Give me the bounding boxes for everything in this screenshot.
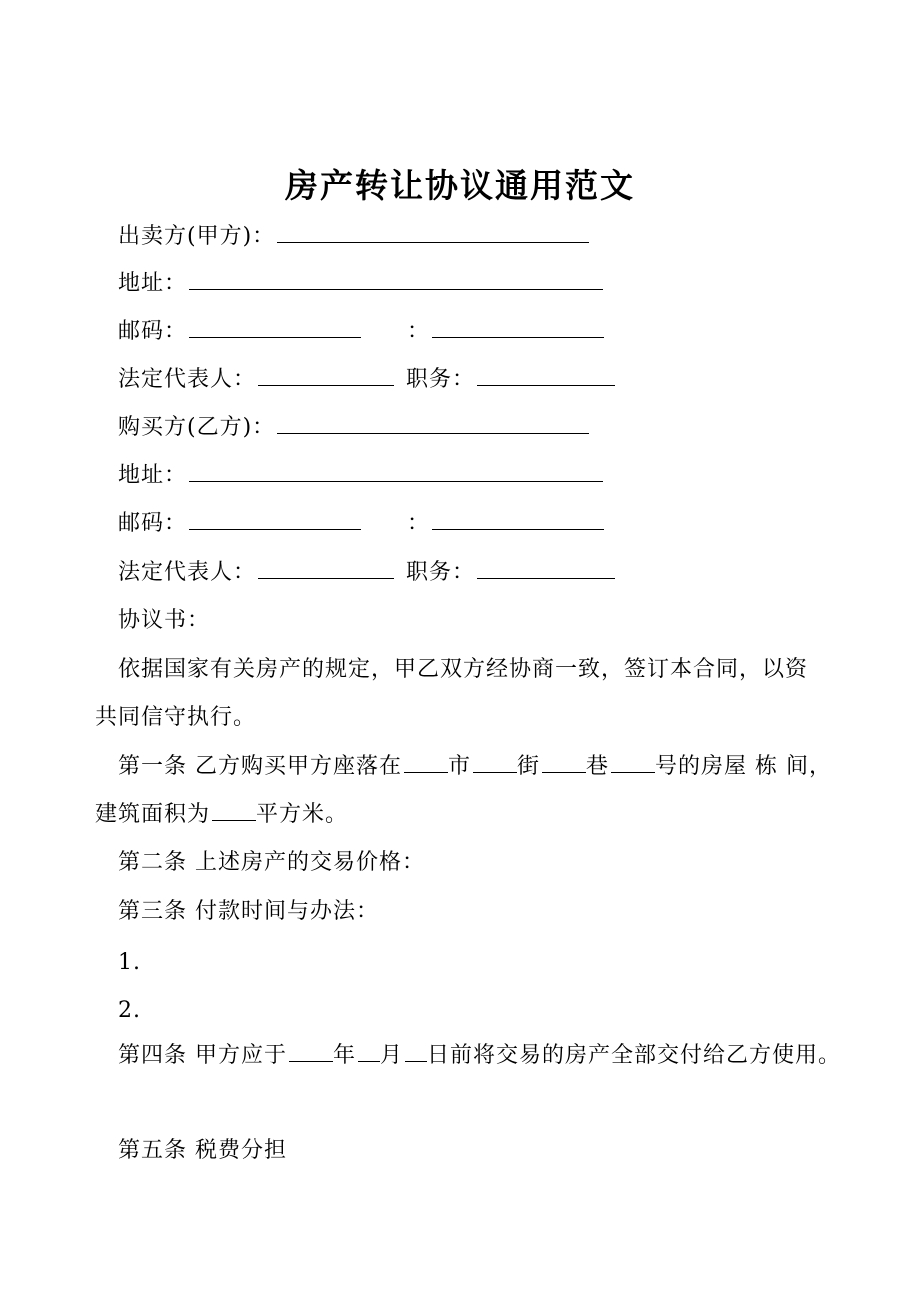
buyer-rep-label: 法定代表人： [118, 560, 257, 585]
article-1-line-1 [118, 752, 832, 782]
seller-postcode-line [118, 317, 604, 347]
buyer-position-label: 职务： [406, 560, 476, 585]
seller-postcode-label: 邮码： [118, 319, 188, 344]
city-blank [404, 752, 448, 773]
document-title: 房产转让协议通用范文 [285, 166, 635, 205]
intro-line-2: 共同信守执行。 [95, 705, 257, 730]
seller-name-blank [277, 222, 589, 243]
article-1-area-unit: 平方米。 [256, 802, 349, 827]
day-blank [405, 1041, 427, 1062]
buyer-address-line [118, 461, 603, 491]
buyer-phone-label: ： [407, 511, 431, 536]
article-1-text-e: 号的房屋 栋 间， [655, 754, 833, 779]
agreement-heading: 协议书： [118, 608, 211, 633]
buyer-address-label: 地址： [118, 463, 188, 488]
article-4-text-a: 第四条 甲方应于 [118, 1043, 287, 1068]
article-1-text-b: 市 [448, 754, 472, 779]
buyer-party-label: 购买方(乙方)： [118, 415, 276, 440]
intro-line-1: 依据国家有关房产的规定，甲乙双方经协商一致，签订本合同，以资 [118, 657, 809, 682]
seller-address-label: 地址： [118, 271, 188, 296]
article-1-area-label: 建筑面积为 [95, 802, 211, 827]
article-1-text-d: 巷 [586, 754, 610, 779]
buyer-postcode-blank [189, 509, 361, 530]
buyer-rep-line [118, 558, 615, 588]
seller-party-label: 出卖方(甲方)： [118, 224, 276, 249]
seller-rep-label: 法定代表人： [118, 367, 257, 392]
article-1-text-c: 街 [517, 754, 541, 779]
seller-postcode-blank [189, 317, 361, 338]
year-blank [289, 1041, 333, 1062]
seller-phone-label: ： [407, 319, 431, 344]
seller-party-line [118, 222, 589, 252]
article-2: 第二条 上述房产的交易价格： [118, 850, 425, 875]
article-4-text-d: 日前将交易的房产全部交付给乙方使用。 [427, 1043, 842, 1068]
number-blank [611, 752, 655, 773]
buyer-phone-blank [432, 509, 604, 530]
area-blank [212, 800, 256, 821]
seller-position-label: 职务： [406, 367, 476, 392]
article-1-line-2 [95, 800, 348, 830]
seller-phone-blank [432, 317, 604, 338]
seller-address-blank [189, 269, 603, 290]
street-blank [473, 752, 517, 773]
article-4 [118, 1041, 841, 1071]
payment-item-1: 1. [118, 950, 141, 975]
month-blank [358, 1041, 380, 1062]
article-5: 第五条 税费分担 [118, 1138, 287, 1163]
seller-position-blank [477, 365, 615, 386]
buyer-postcode-line [118, 509, 604, 539]
buyer-name-blank [277, 413, 589, 434]
article-4-text-b: 年 [333, 1043, 357, 1068]
seller-rep-line [118, 365, 615, 395]
buyer-party-line [118, 413, 589, 443]
payment-item-2: 2. [118, 998, 141, 1023]
article-4-text-c: 月 [380, 1043, 404, 1068]
seller-address-line [118, 269, 603, 299]
article-3: 第三条 付款时间与办法： [118, 899, 379, 924]
buyer-rep-blank [258, 558, 394, 579]
buyer-postcode-label: 邮码： [118, 511, 188, 536]
article-1-text-a: 第一条 乙方购买甲方座落在 [118, 754, 402, 779]
buyer-position-blank [477, 558, 615, 579]
buyer-address-blank [189, 461, 603, 482]
lane-blank [542, 752, 586, 773]
seller-rep-blank [258, 365, 394, 386]
